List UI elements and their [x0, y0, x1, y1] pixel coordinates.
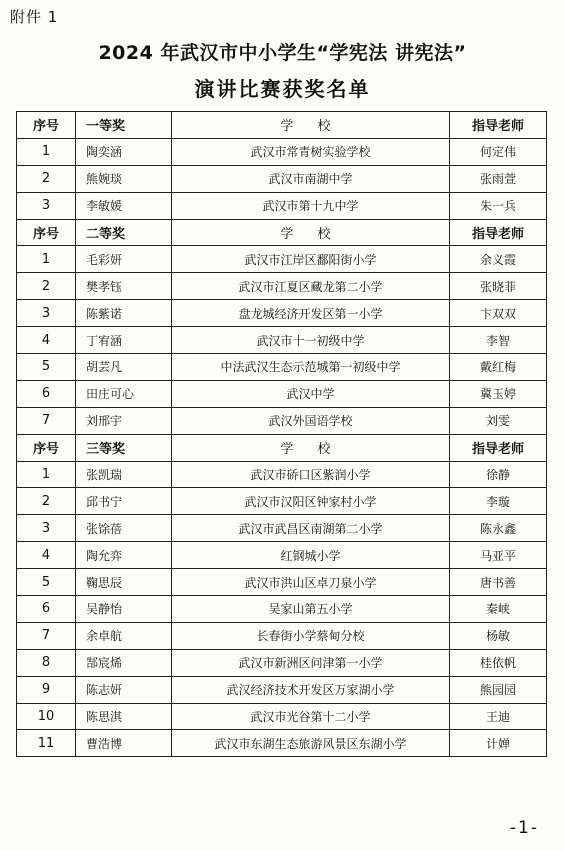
header-school: 学 校	[172, 434, 450, 461]
student-name: 陈思淇	[76, 703, 172, 730]
school-name: 武汉市汉阳区钟家村小学	[172, 488, 450, 515]
school-name: 盘龙城经济开发区第一小学	[172, 300, 450, 327]
advisor-name: 陈永鑫	[450, 515, 547, 542]
school-name: 武汉市江夏区藏龙第二小学	[172, 273, 450, 300]
student-name: 张凯瑞	[76, 461, 172, 488]
student-name: 张馀蓓	[76, 515, 172, 542]
student-name: 吴静怡	[76, 596, 172, 623]
header-school: 学 校	[172, 112, 450, 139]
row-number: 4	[17, 327, 76, 354]
table-row	[17, 488, 547, 515]
table-row	[17, 730, 547, 757]
student-name: 陶允弈	[76, 542, 172, 569]
advisor-name: 冀玉婷	[450, 380, 547, 407]
student-name: 田庄可心	[76, 380, 172, 407]
table-row	[17, 703, 547, 730]
row-number: 9	[17, 676, 76, 703]
table-row	[17, 569, 547, 596]
award-level-header: 三等奖	[76, 434, 172, 461]
advisor-name: 秦峡	[450, 596, 547, 623]
advisor-name: 熊园园	[450, 676, 547, 703]
advisor-name: 戴红梅	[450, 354, 547, 381]
row-number: 3	[17, 515, 76, 542]
page-number: -1-	[509, 818, 539, 838]
table-row	[17, 515, 547, 542]
student-name: 陶奕涵	[76, 138, 172, 165]
document-subtitle: 演讲比赛获奖名单	[194, 77, 371, 101]
student-name: 陈紫诺	[76, 300, 172, 327]
table-row	[17, 273, 547, 300]
advisor-name: 余义霞	[450, 246, 547, 273]
student-name: 邱书宁	[76, 488, 172, 515]
table-row	[17, 622, 547, 649]
school-name: 武汉市武昌区南湖第二小学	[172, 515, 450, 542]
awards-table	[16, 111, 547, 757]
document-title: 2024 年武汉市中小学生“学宪法 讲宪法”	[98, 42, 467, 64]
table-row	[17, 380, 547, 407]
table-row	[17, 354, 547, 381]
row-number: 2	[17, 488, 76, 515]
row-number: 2	[17, 165, 76, 192]
section-header-row	[17, 219, 547, 246]
school-name: 武汉市第十九中学	[172, 192, 450, 219]
header-no: 序号	[17, 219, 76, 246]
header-advisor: 指导老师	[450, 112, 547, 139]
school-name: 武汉市南湖中学	[172, 165, 450, 192]
row-number: 6	[17, 380, 76, 407]
student-name: 李敏媛	[76, 192, 172, 219]
row-number: 5	[17, 354, 76, 381]
row-number: 7	[17, 407, 76, 434]
award-level-header: 二等奖	[76, 219, 172, 246]
student-name: 丁宥涵	[76, 327, 172, 354]
school-name: 武汉市硚口区紫润小学	[172, 461, 450, 488]
row-number: 3	[17, 300, 76, 327]
student-name: 胡芸凡	[76, 354, 172, 381]
student-name: 熊婉琰	[76, 165, 172, 192]
table-row	[17, 246, 547, 273]
table-row	[17, 192, 547, 219]
school-name: 武汉市新洲区问津第一小学	[172, 649, 450, 676]
student-name: 刘邢宇	[76, 407, 172, 434]
school-name: 武汉市十一初级中学	[172, 327, 450, 354]
advisor-name: 王迪	[450, 703, 547, 730]
advisor-name: 朱一兵	[450, 192, 547, 219]
row-number: 8	[17, 649, 76, 676]
school-name: 武汉中学	[172, 380, 450, 407]
header-school: 学 校	[172, 219, 450, 246]
school-name: 吴家山第五小学	[172, 596, 450, 623]
row-number: 10	[17, 703, 76, 730]
table-row	[17, 327, 547, 354]
school-name: 武汉市常青树实验学校	[172, 138, 450, 165]
school-name: 武汉市江岸区鄱阳街小学	[172, 246, 450, 273]
header-no: 序号	[17, 434, 76, 461]
advisor-name: 张晓菲	[450, 273, 547, 300]
awards-table-body	[17, 112, 547, 757]
row-number: 1	[17, 138, 76, 165]
header-advisor: 指导老师	[450, 219, 547, 246]
student-name: 毛彩妍	[76, 246, 172, 273]
advisor-name: 李智	[450, 327, 547, 354]
advisor-name: 何定伟	[450, 138, 547, 165]
header-no: 序号	[17, 112, 76, 139]
advisor-name: 卞双双	[450, 300, 547, 327]
advisor-name: 计婵	[450, 730, 547, 757]
table-row	[17, 407, 547, 434]
row-number: 4	[17, 542, 76, 569]
student-name: 鞠思辰	[76, 569, 172, 596]
row-number: 5	[17, 569, 76, 596]
advisor-name: 桂依帆	[450, 649, 547, 676]
school-name: 武汉市东湖生态旅游风景区东湖小学	[172, 730, 450, 757]
school-name: 武汉市光谷第十二小学	[172, 703, 450, 730]
row-number: 1	[17, 461, 76, 488]
attachment-label: 附件 1	[10, 8, 59, 26]
table-row	[17, 461, 547, 488]
table-row	[17, 542, 547, 569]
school-name: 长春街小学蔡甸分校	[172, 622, 450, 649]
row-number: 7	[17, 622, 76, 649]
school-name: 武汉经济技术开发区万家湖小学	[172, 676, 450, 703]
table-row	[17, 649, 547, 676]
table-row	[17, 138, 547, 165]
row-number: 1	[17, 246, 76, 273]
advisor-name: 李璇	[450, 488, 547, 515]
award-level-header: 一等奖	[76, 112, 172, 139]
advisor-name: 唐书善	[450, 569, 547, 596]
section-header-row	[17, 434, 547, 461]
student-name: 曹浩博	[76, 730, 172, 757]
advisor-name: 刘雯	[450, 407, 547, 434]
student-name: 樊孝钰	[76, 273, 172, 300]
school-name: 武汉外国语学校	[172, 407, 450, 434]
row-number: 3	[17, 192, 76, 219]
table-row	[17, 300, 547, 327]
advisor-name: 杨敏	[450, 622, 547, 649]
student-name: 郜宸烯	[76, 649, 172, 676]
school-name: 武汉市洪山区卓刀泉小学	[172, 569, 450, 596]
advisor-name: 徐静	[450, 461, 547, 488]
table-row	[17, 165, 547, 192]
table-row	[17, 596, 547, 623]
row-number: 6	[17, 596, 76, 623]
advisor-name: 马亚平	[450, 542, 547, 569]
student-name: 陈志妍	[76, 676, 172, 703]
section-header-row	[17, 112, 547, 139]
header-advisor: 指导老师	[450, 434, 547, 461]
school-name: 中法武汉生态示范城第一初级中学	[172, 354, 450, 381]
row-number: 11	[17, 730, 76, 757]
student-name: 余卓航	[76, 622, 172, 649]
advisor-name: 张雨萱	[450, 165, 547, 192]
row-number: 2	[17, 273, 76, 300]
school-name: 红钢城小学	[172, 542, 450, 569]
table-row	[17, 676, 547, 703]
